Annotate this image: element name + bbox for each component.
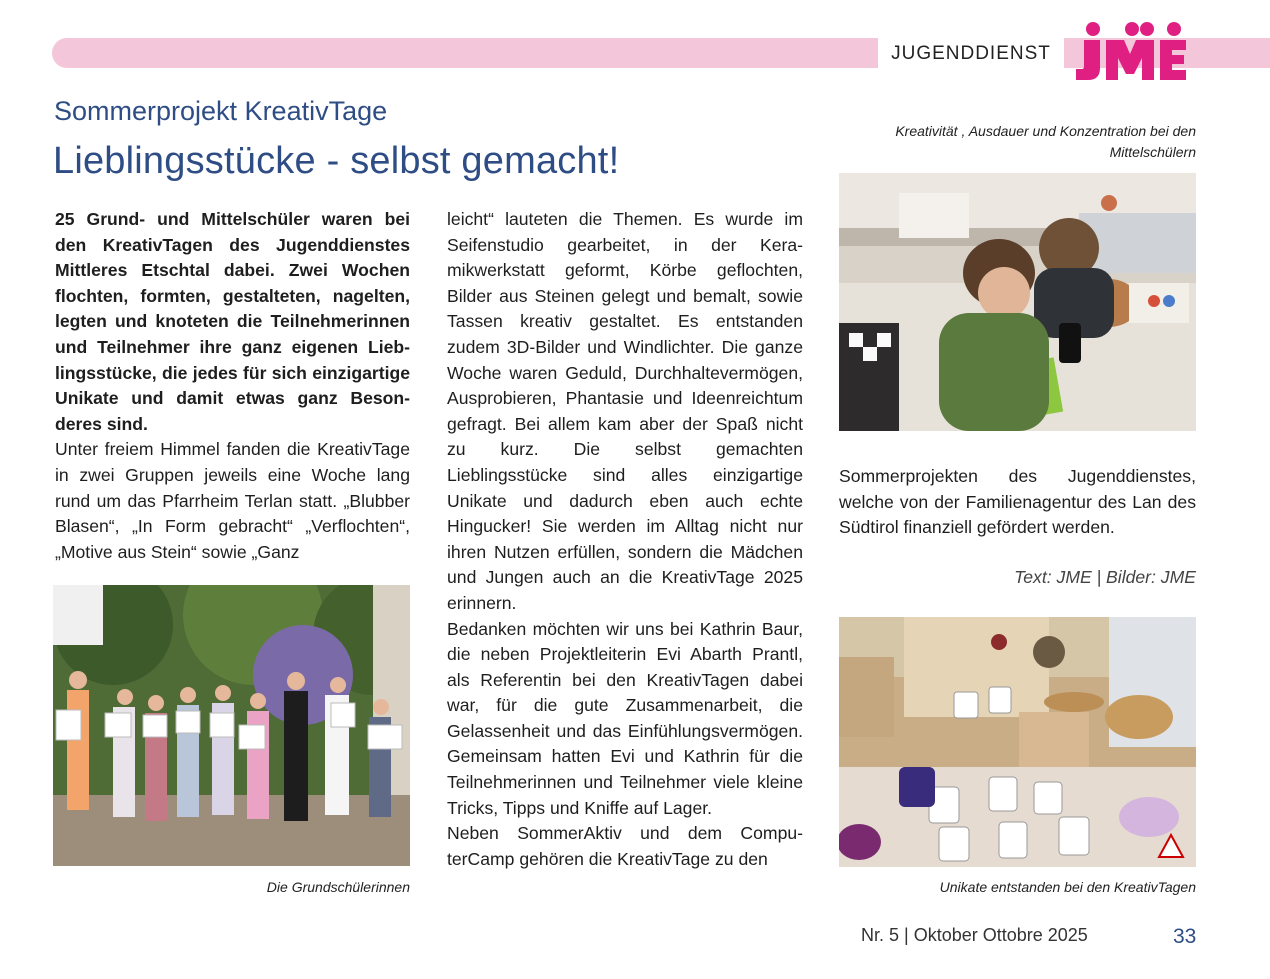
article-title: Lieblingsstücke - selbst gemacht! [53, 140, 620, 182]
photo-caption-bottom-left: Die Grundschülerinnen [266, 879, 410, 895]
column-3 [839, 464, 1196, 541]
jme-logo [1070, 20, 1190, 84]
column-1 [55, 207, 410, 565]
photo-mittelschueler [839, 173, 1196, 431]
body-paragraph: leicht“ lauteten die Themen. Es wurde im Seifenstudio gearbeitet, in der Keramikwerkstatt geformt, Körbe geflochten, Bilder aus Steinen gelegt und bemalt, sowie Tassen kreativ gestaltet. Es entstanden zudem 3D-Bilder und Windlichter. Die ganze Woche waren Geduld, Durchhaltevermögen, Ausprobieren, Phantasie und Ideenreichtum gefragt. Bei allem kam aber der Spaß nicht zu kurz. Die selbst gemachten Lieblingsstücke sind alles einzigartige Unikate und dadurch eben auch echte Hingucker! Sie werden im Alltag nicht nur ihren Nutzen erfüllen, sondern die Mädchen und Jungen auch an die KreativTage 2025 erinnern. [447, 209, 803, 613]
photo-caption-bottom-right: Unikate entstanden bei den KreativTagen [939, 879, 1196, 895]
section-label: JUGENDDIENST [878, 38, 1064, 68]
photo-grundschuelerinnen [53, 585, 410, 866]
issue-info: Nr. 5 | Oktober Ottobre 2025 [861, 925, 1088, 945]
body-paragraph: Bedanken möchten wir uns bei Kathrin Baur, die neben Projektleiterin Evi Abarth Prantl, als Referentin bei den KreativTagen dabei war, für die gute Zusammenarbeit, die Gelassenheit und das Einfühlungsvermögen. Gemeinsam hatten Evi und Kathrin für die Teilnehmerinnen und Teilnehmer viele kleine Tricks, Tipps und Kniffe auf Lager. [447, 618, 803, 818]
article-kicker: Sommerprojekt KreativTage [54, 96, 388, 126]
body-paragraph: Neben SommerAktiv und dem ComputerCamp gehören die KreativTage zu den [447, 823, 803, 869]
photo-caption-top: Kreativität , Ausdauer und Konzentration bei den Mittelschülern [895, 123, 1196, 160]
column-2 [447, 207, 803, 872]
body-paragraph: Sommerprojekten des Jugenddienstes, welche von der Familienagentur des Lan des Südtirol finanziell gefördert werden. [839, 466, 1196, 538]
body-paragraph: Unter freiem Himmel fanden die KreativTage in zwei Gruppen jeweils eine Woche lang rund um das Pfarrheim Terlan statt. „Blubber Blasen“, „In Form gebracht“ „Verflochten“, „Motive aus Stein“ sowie „Ganz [55, 439, 410, 562]
page-number: 33 [1173, 925, 1197, 948]
lead-paragraph: 25 Grund- und Mittelschüler waren bei den KreativTagen des Jugenddienstes Mittleres Etschtal dabei. Zwei Wochen flochten, formten, gestalteten, nagelten, legten und knoteten die Teilnehmerinnen und Teilnehmer ihre ganz eigenen Lieblingsstücke, die jedes für sich einzigartige Unikate und damit etwas ganz Besonderes sind. [55, 209, 410, 434]
photo-unikate [839, 617, 1196, 867]
photo-credit: Text: JME | Bilder: JME [1014, 567, 1196, 587]
